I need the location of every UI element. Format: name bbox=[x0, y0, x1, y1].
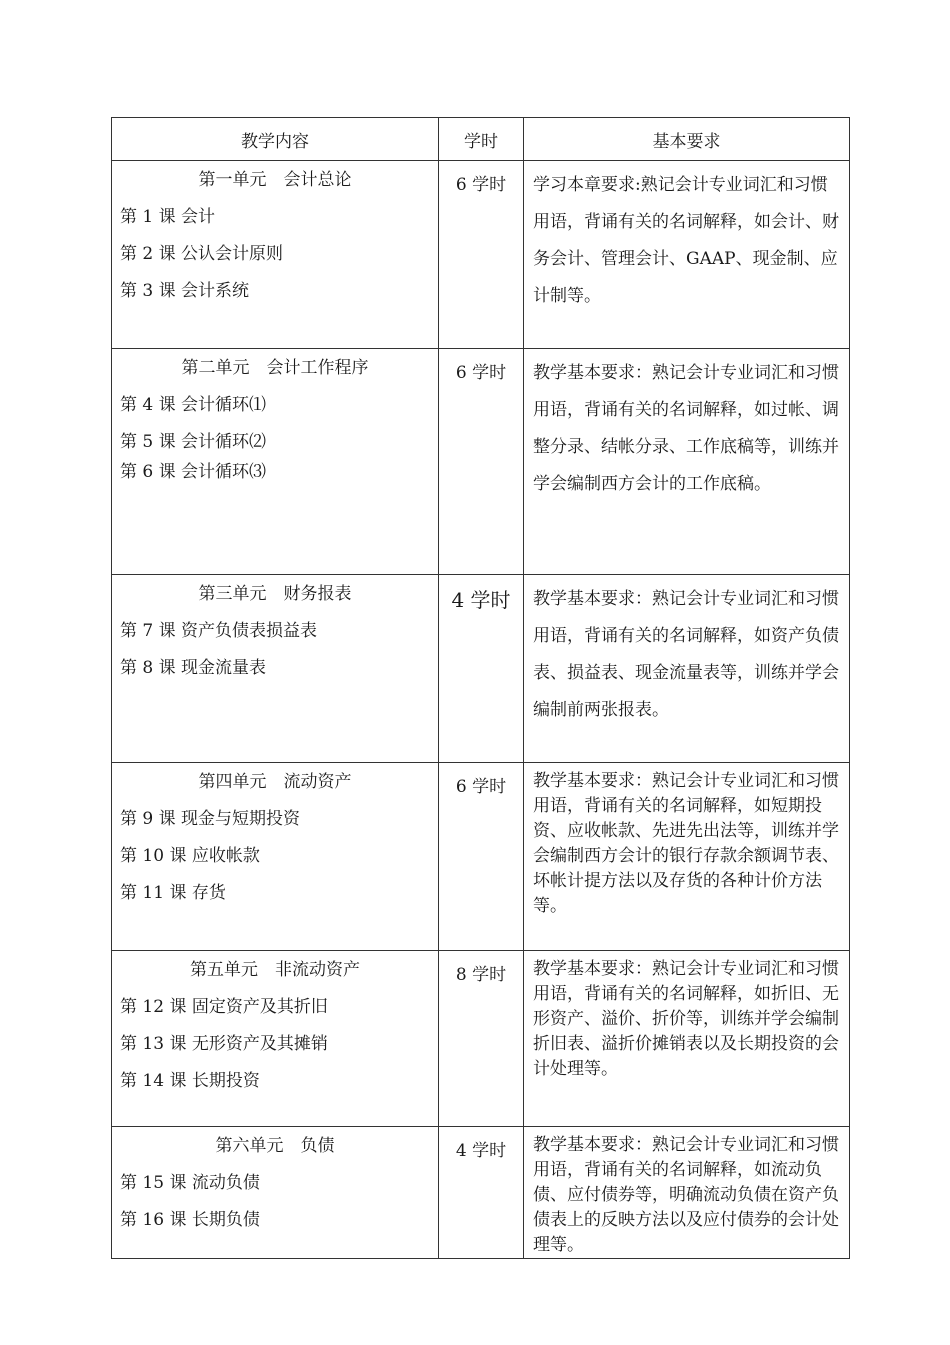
content-cell bbox=[112, 763, 439, 951]
lesson-item: 第 9 课 现金与短期投资 bbox=[120, 809, 301, 829]
content-cell bbox=[112, 1127, 439, 1259]
requirement-cell bbox=[524, 349, 850, 575]
requirement-text: 教学基本要求：熟记会计专业词汇和习惯用语，背诵有关的名词解释，如折旧、无形资产、溢价、折价等，训练并学会编制折旧表、溢折价摊销表以及长期投资的会计处理等。 bbox=[533, 959, 839, 1079]
lesson-item: 第 8 课 现金流量表 bbox=[120, 658, 267, 678]
hours-cell: 6 学时 bbox=[439, 161, 524, 349]
lesson-item: 第 4 课 会计循环⑴ bbox=[120, 395, 267, 415]
unit-title: 第三单元 财务报表 bbox=[198, 584, 352, 604]
lesson-item: 第 14 课 长期投资 bbox=[120, 1071, 260, 1091]
lesson-item: 第 6 课 会计循环⑶ bbox=[120, 462, 267, 482]
header-row bbox=[112, 118, 850, 161]
unit-title: 第五单元 非流动资产 bbox=[190, 960, 360, 980]
lesson-item: 第 2 课 公认会计原则 bbox=[120, 244, 284, 264]
requirement-text: 教学基本要求：熟记会计专业词汇和习惯用语，背诵有关的名词解释，如流动负债、应付债券等，明确流动负债在资产负债表上的反映方法以及应付债券的会计处理等。 bbox=[533, 1135, 839, 1255]
lesson-item: 第 12 课 固定资产及其折旧 bbox=[120, 997, 328, 1017]
requirement-text: 教学基本要求：熟记会计专业词汇和习惯用语，背诵有关的名词解释，如过帐、调整分录、结帐分录、工作底稿等，训练并学会编制西方会计的工作底稿。 bbox=[533, 363, 839, 494]
lesson-item: 第 16 课 长期负债 bbox=[120, 1210, 260, 1230]
hours-cell: 8 学时 bbox=[439, 951, 524, 1127]
table-row bbox=[112, 951, 850, 1127]
table-row bbox=[112, 349, 850, 575]
unit-title: 第四单元 流动资产 bbox=[198, 772, 352, 792]
lesson-item: 第 15 课 流动负债 bbox=[120, 1173, 260, 1193]
hours-cell: 6 学时 bbox=[439, 349, 524, 575]
unit-title: 第二单元 会计工作程序 bbox=[181, 358, 369, 378]
requirement-cell bbox=[524, 951, 850, 1127]
hours-cell: 4 学时 bbox=[439, 575, 524, 763]
requirement-cell bbox=[524, 1127, 850, 1259]
requirement-cell bbox=[524, 575, 850, 763]
hours-cell: 6 学时 bbox=[439, 763, 524, 951]
lesson-item: 第 7 课 资产负债表损益表 bbox=[120, 621, 318, 641]
unit-title: 第六单元 负债 bbox=[215, 1136, 335, 1156]
lesson-item: 第 13 课 无形资产及其摊销 bbox=[120, 1034, 328, 1054]
header-hours: 学时 bbox=[439, 118, 524, 161]
content-cell bbox=[112, 349, 439, 575]
syllabus-table bbox=[111, 117, 850, 1259]
lesson-item: 第 10 课 应收帐款 bbox=[120, 846, 260, 866]
requirement-text: 教学基本要求：熟记会计专业词汇和习惯用语，背诵有关的名词解释，如短期投资、应收帐款、先进先出法等，训练并学会编制西方会计的银行存款余额调节表、坏帐计提方法以及存货的各种计价方法等。 bbox=[533, 771, 839, 916]
requirement-cell bbox=[524, 763, 850, 951]
content-cell bbox=[112, 951, 439, 1127]
lesson-item: 第 11 课 存货 bbox=[120, 883, 226, 903]
lesson-item: 第 3 课 会计系统 bbox=[120, 281, 250, 301]
requirement-text: 学习本章要求:熟记会计专业词汇和习惯用语，背诵有关的名词解释，如会计、财务会计、管理会计、GAAP、现金制、应计制等。 bbox=[533, 175, 839, 306]
table-row bbox=[112, 575, 850, 763]
header-content: 教学内容 bbox=[112, 118, 439, 161]
table-row bbox=[112, 161, 850, 349]
lesson-item: 第 1 课 会计 bbox=[120, 207, 216, 227]
table-row bbox=[112, 1127, 850, 1259]
content-cell bbox=[112, 575, 439, 763]
table-row bbox=[112, 763, 850, 951]
hours-cell: 4 学时 bbox=[439, 1127, 524, 1259]
unit-title: 第一单元 会计总论 bbox=[198, 170, 352, 190]
content-cell bbox=[112, 161, 439, 349]
lesson-item: 第 5 课 会计循环⑵ bbox=[120, 432, 267, 452]
header-requirements: 基本要求 bbox=[524, 118, 850, 161]
requirement-cell bbox=[524, 161, 850, 349]
requirement-text: 教学基本要求：熟记会计专业词汇和习惯用语，背诵有关的名词解释，如资产负债表、损益表、现金流量表等，训练并学会编制前两张报表。 bbox=[533, 589, 839, 720]
